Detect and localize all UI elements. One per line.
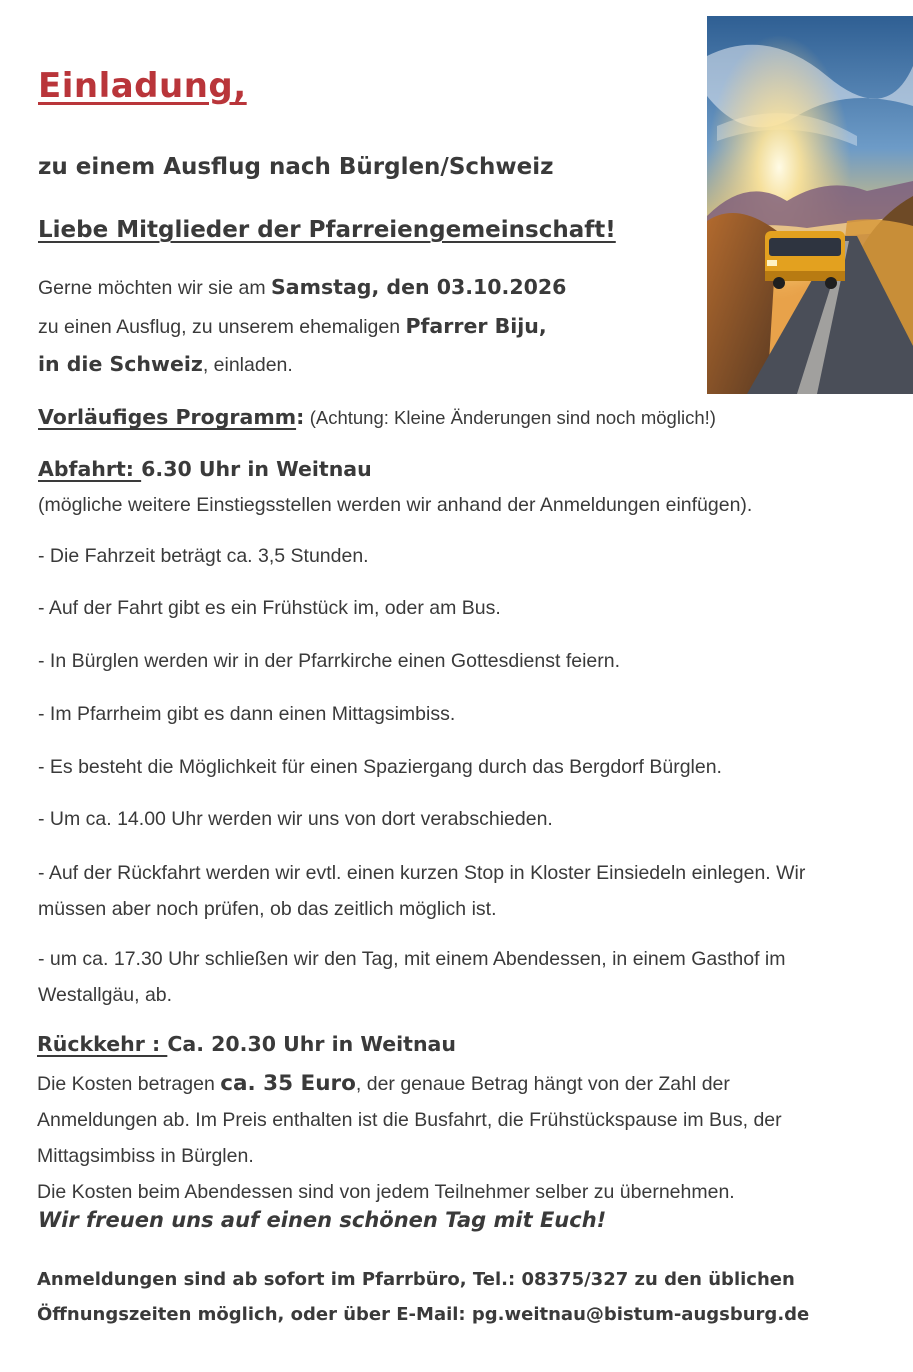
departure-label: Abfahrt: <box>38 457 142 481</box>
bus-shape <box>765 231 845 289</box>
costs-line-3: Mittagsimbiss in Bürglen. <box>37 1145 254 1167</box>
intro-line-2 <box>38 314 547 339</box>
return-line <box>37 1032 456 1057</box>
program-item: - Es besteht die Möglichkeit für einen Spaziergang durch das Bergdorf Bürglen. <box>38 756 722 778</box>
program-heading-line <box>38 405 716 430</box>
program-item: - Um ca. 14.00 Uhr werden wir uns von dort verabschieden. <box>38 808 553 830</box>
return-time: Ca. 20.30 Uhr in Weitnau <box>167 1032 456 1056</box>
program-item-dinner <box>38 941 786 1013</box>
program-colon: : <box>296 405 305 429</box>
costs-line-2: Anmeldungen ab. Im Preis enthalten ist die Busfahrt, die Frühstückspause im Bus, der <box>37 1109 782 1131</box>
intro-text: Gerne möchten wir sie am <box>38 277 272 299</box>
price: ca. 35 Euro <box>220 1071 356 1096</box>
intro-text: , einladen. <box>202 354 293 376</box>
contact-info <box>37 1262 809 1332</box>
program-heading: Vorläufiges Programm <box>38 405 297 429</box>
departure-note: (mögliche weitere Einstiegsstellen werden wir anhand der Anmeldungen einfügen). <box>38 494 753 516</box>
bus-on-road-illustration <box>707 16 913 394</box>
program-item-line: müssen aber noch prüfen, ob das zeitlich möglich ist. <box>38 898 497 920</box>
closing-line: Wir freuen uns auf einen schönen Tag mit Euch! <box>38 1208 607 1232</box>
greeting-heading: Liebe Mitglieder der Pfarreiengemeinschaft! <box>38 217 616 243</box>
program-item-stop <box>38 855 805 927</box>
costs-paragraph <box>37 1066 782 1210</box>
departure-line <box>38 457 372 482</box>
costs-text: , der genaue Betrag hängt von der Zahl der <box>355 1073 730 1095</box>
trip-subtitle: zu einem Ausflug nach Bürglen/Schweiz <box>38 154 554 180</box>
program-item: - Auf der Fahrt gibt es ein Frühstück im, oder am Bus. <box>38 597 501 619</box>
event-date: Samstag, den 03.10.2026 <box>271 275 567 299</box>
departure-time: 6.30 Uhr in Weitnau <box>141 457 372 481</box>
contact-line-1: Anmeldungen sind ab sofort im Pfarrbüro, Tel.: 08375/327 zu den üblichen <box>37 1269 795 1290</box>
program-item: - In Bürglen werden wir in der Pfarrkirche einen Gottesdienst feiern. <box>38 650 621 672</box>
pastor-name: Pfarrer Biju, <box>405 314 547 338</box>
costs-line-4: Die Kosten beim Abendessen sind von jedem Teilnehmer selber zu übernehmen. <box>37 1181 735 1203</box>
destination: in die Schweiz <box>38 352 203 376</box>
return-label: Rückkehr : <box>37 1032 168 1056</box>
contact-line-2: Öffnungszeiten möglich, oder über E-Mail: pg.weitnau@bistum-augsburg.de <box>37 1304 810 1325</box>
intro-line-3 <box>38 352 293 377</box>
program-item-line: - Auf der Rückfahrt werden wir evtl. einen kurzen Stop in Kloster Einsiedeln einlegen. Wir <box>38 862 806 884</box>
page-title: Einladung, <box>38 66 247 106</box>
program-item: - Die Fahrzeit beträgt ca. 3,5 Stunden. <box>38 545 369 567</box>
costs-text: Die Kosten betragen <box>37 1073 221 1095</box>
intro-text: zu einen Ausflug, zu unserem ehemaligen <box>38 316 406 338</box>
intro-line-1 <box>38 275 566 300</box>
costs-line-1 <box>37 1066 782 1102</box>
program-item-line: - um ca. 17.30 Uhr schließen wir den Tag, mit einem Abendessen, in einem Gasthof im <box>38 948 786 970</box>
bus-photo <box>707 16 913 394</box>
program-item: - Im Pfarrheim gibt es dann einen Mittagsimbiss. <box>38 703 456 725</box>
program-note: (Achtung: Kleine Änderungen sind noch möglich!) <box>309 407 716 428</box>
program-item-line: Westallgäu, ab. <box>38 984 173 1006</box>
